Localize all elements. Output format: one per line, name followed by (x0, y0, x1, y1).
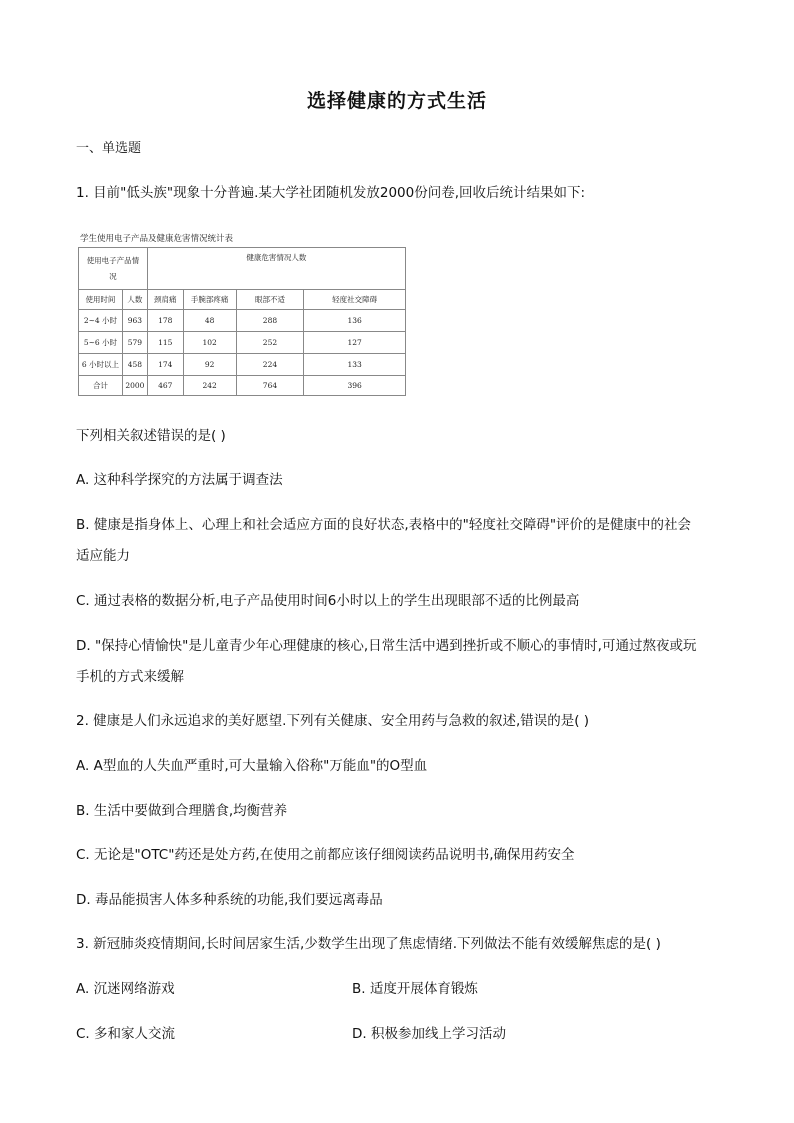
q2-stem: 2. 健康是人们永远追求的美好愿望.下列有关健康、安全用药与急救的叙述,错误的是( ) (76, 713, 590, 729)
q1-stem: 1. 目前"低头族"现象十分普遍.某大学社团随机发放2000份问卷,回收后统计结果如下: (76, 185, 586, 201)
column-header: 手腕部疼痛 (183, 290, 236, 310)
table-cell: 5~6 小时 (79, 332, 123, 354)
table-header-group-row (79, 248, 406, 290)
column-header: 轻度社交障碍 (304, 290, 406, 310)
column-header: 颈肩痛 (147, 290, 183, 310)
table-cell: 102 (183, 332, 236, 354)
q3-option-a: A. 沉迷网络游戏 (76, 981, 175, 997)
table-cell: 127 (304, 332, 406, 354)
table-cell: 2~4 小时 (79, 310, 123, 332)
table-column-header-row (79, 290, 406, 310)
q3-stem: 3. 新冠肺炎疫情期间,长时间居家生活,少数学生出现了焦虑情绪.下列做法不能有效缓解焦虑的是( ) (76, 936, 661, 952)
table-cell: 252 (236, 332, 304, 354)
table-cell: 288 (236, 310, 304, 332)
table-cell: 174 (147, 354, 183, 376)
table-cell: 2000 (122, 376, 147, 396)
header-group-right: 健康危害情况人数 (147, 248, 405, 290)
q3-option-c: C. 多和家人交流 (76, 1026, 176, 1042)
table-caption: 学生使用电子产品及健康危害情况统计表 (80, 234, 234, 244)
table-row (79, 310, 406, 332)
q1-prompt: 下列相关叙述错误的是( ) (76, 428, 226, 444)
table-cell: 合计 (79, 376, 123, 396)
table-cell: 579 (122, 332, 147, 354)
q1-option-a: A. 这种科学探究的方法属于调查法 (76, 472, 283, 488)
q3-option-b: B. 适度开展体育锻炼 (352, 981, 478, 997)
table-cell: 396 (304, 376, 406, 396)
q2-option-a: A. A型血的人失血严重时,可大量输入俗称"万能血"的O型血 (76, 758, 428, 774)
table-row (79, 354, 406, 376)
column-header: 人数 (122, 290, 147, 310)
table-cell: 242 (183, 376, 236, 396)
q1-option-d: D. "保持心情愉快"是儿童青少年心理健康的核心,日常生活中遇到挫折或不顺心的事情时,可通过熬夜或玩 (76, 638, 697, 654)
q3-option-d: D. 积极参加线上学习活动 (352, 1026, 506, 1042)
table-cell: 133 (304, 354, 406, 376)
table-cell: 136 (304, 310, 406, 332)
header-group-left: 使用电子产品情况 (79, 248, 148, 290)
q1-option-c: C. 通过表格的数据分析,电子产品使用时间6小时以上的学生出现眼部不适的比例最高 (76, 593, 580, 609)
q1-option-b-continued: 适应能力 (76, 548, 130, 564)
table-cell: 6 小时以上 (79, 354, 123, 376)
table-row (79, 376, 406, 396)
table-row (79, 332, 406, 354)
table-cell: 467 (147, 376, 183, 396)
q2-option-c: C. 无论是"OTC"药还是处方药,在使用之前都应该仔细阅读药品说明书,确保用药安全 (76, 847, 575, 863)
table-cell: 764 (236, 376, 304, 396)
table-cell: 178 (147, 310, 183, 332)
table-cell: 92 (183, 354, 236, 376)
table-cell: 224 (236, 354, 304, 376)
table-cell: 48 (183, 310, 236, 332)
q1-option-d-continued: 手机的方式来缓解 (76, 669, 184, 685)
table-cell: 963 (122, 310, 147, 332)
q1-option-b: B. 健康是指身体上、心理上和社会适应方面的良好状态,表格中的"轻度社交障碍"评价的是健康中的社会 (76, 517, 692, 533)
document-title: 选择健康的方式生活 (306, 90, 487, 112)
section-heading: 一、单选题 (76, 141, 142, 156)
q2-option-d: D. 毒品能损害人体多种系统的功能,我们要远离毒品 (76, 892, 383, 908)
stats-table (78, 247, 406, 396)
q2-option-b: B. 生活中要做到合理膳食,均衡营养 (76, 803, 288, 819)
column-header: 使用时间 (79, 290, 123, 310)
table-cell: 115 (147, 332, 183, 354)
table-cell: 458 (122, 354, 147, 376)
column-header: 眼部不适 (236, 290, 304, 310)
